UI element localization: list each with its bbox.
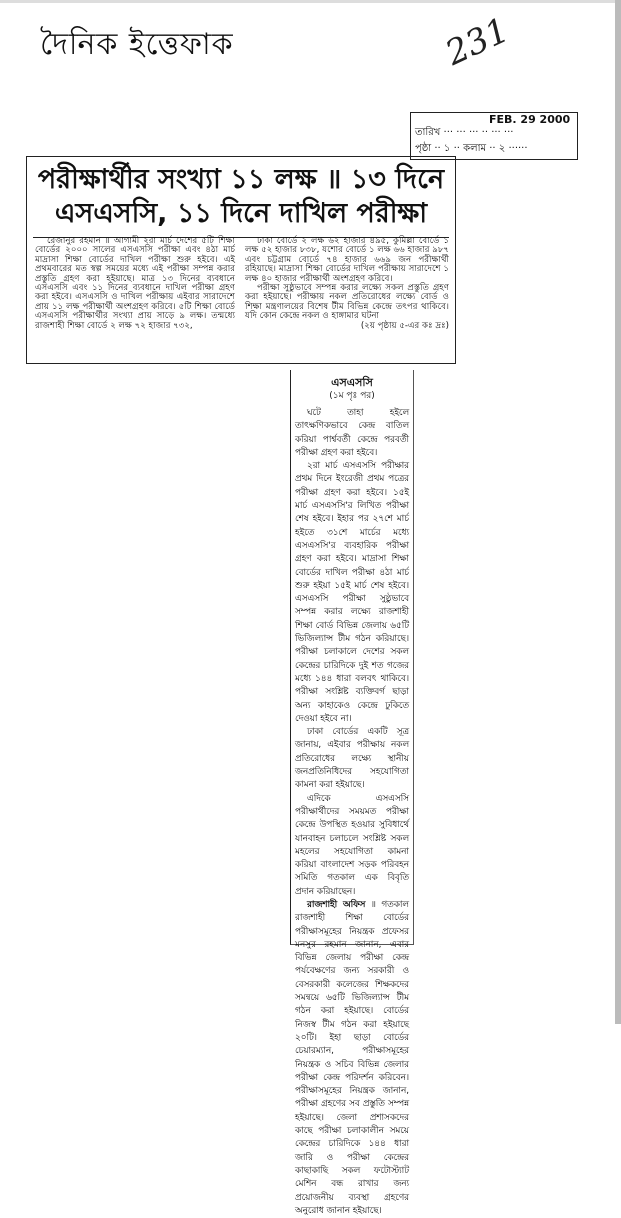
- headline-line-1: পরীক্ষার্থীর সংখ্যা ১১ লক্ষ ॥ ১৩ দিনে: [37, 164, 445, 195]
- article-headline: [33, 163, 449, 238]
- continuation-paragraph: ঢাকা বোর্ডের একটি সূত্র জানায়, এইবার পরীক্ষায় নকল প্রতিরোধের লক্ষ্যে স্থানীয় জনপ্রতিনিধিদের সহযোগিতা কামনা করা হইয়াছে।: [295, 727, 409, 791]
- continuation-paragraph: ঘটে তাহা হইলে তাৎক্ষণিকভাবে কেন্দ্র বাতিল করিয়া পার্শ্ববর্তী কেন্দ্রে পরবর্তী পরীক্ষা গ্রহণ করা হইবে।: [295, 408, 409, 458]
- stamp-page-row: পৃষ্ঠা ·· ১ ·· কলাম ·· ২ ······: [415, 143, 528, 154]
- newspaper-masthead: দৈনিক ইত্তেফাক: [40, 27, 234, 62]
- article-paragraph: ঢাকা বোর্ডে ২ লক্ষ ৬২ হাজার ৪৯৫, কুমিল্লা বোর্ডে ১ লক্ষ ৫২ হাজার ৮৩৮, যশোর বোর্ডে ১ লক্ষ ৬৬ হাজার ৯৮৭ এবং চট্টগ্রাম বোর্ডে ৭৪ হাজার ৬৬৯ জন পরীক্ষার্থী রহিয়াছে। মাদ্রাসা শিক্ষা বোর্ডের দাখিল পরীক্ষায় সারাদেশে ১ লক্ষ ৪০ হাজার পরীক্ষার্থী অংশগ্রহণ করিবে।: [245, 236, 449, 284]
- stamp-column-value: ২: [498, 143, 506, 154]
- stamp-page-value: ১: [443, 143, 451, 154]
- continuation-subtitle: (১ম পৃঃ পর): [329, 391, 375, 401]
- continuation-column: [290, 370, 414, 1216]
- scan-right-edge: [615, 0, 621, 1024]
- headline-line-2: এসএসসি, ১১ দিনে দাখিল পরীক্ষা: [54, 198, 428, 229]
- office-label: রাজশাহী অফিস: [307, 899, 366, 910]
- stamp-date-label: তারিখ: [415, 127, 441, 138]
- article-paragraph: রেজানুর রহমান ॥ আগামী ২রা মার্চ দেশের ৫টি শিক্ষা বোর্ডের ২০০০ সালের এসএসসি পরীক্ষা এবং ৪ঠা মার্চ মাদ্রাসা শিক্ষা বোর্ডের দাখিল পরীক্ষা শুরু হইবে। এই প্রথমবারের মত স্বল্প সময়ের মধ্যে এই পরীক্ষা সম্পন্ন করার প্রস্তুতি গ্রহণ করা হইয়াছে। মাত্র ১৩ দিনের ব্যবধানে এসএসসি এবং ১১ দিনের ব্যবধানে দাখিল পরীক্ষা গ্রহণ করা হইবে। এসএসসি ও দাখিল পরীক্ষায় এইবার সারাদেশে প্রায় ১১ লক্ষ পরীক্ষার্থী অংশগ্রহণ করিবে। ৫টি শিক্ষা বোর্ডে এসএসসি পরীক্ষার্থীর সংখ্যা প্রায় সাড়ে ৯ লক্ষ। তন্মধ্যে রাজশাহী শিক্ষা বোর্ডে ২ লক্ষ ৭২ হাজার ৭৩২,: [35, 236, 235, 331]
- date-stamp: [410, 112, 578, 160]
- continued-reference: (২য় পৃষ্ঠায় ৫-এর কঃ দ্রঃ): [360, 320, 449, 331]
- continuation-paragraph: এদিকে এসএসসি পরীক্ষার্থীদের সময়মত পরীক্ষা কেন্দ্রে উপস্থিত হওয়ার সুবিধার্থে যানবাহন চলাচলে সংশ্লিষ্ট সকল মহলের সহযোগিতা কামনা করিয়া বাংলাদেশ সড়ক পরিবহন সমিতি গতকাল এক বিবৃতি প্রদান করিয়াছেন।: [295, 793, 409, 897]
- continuation-paragraph: ২রা মার্চ এসএসসি পরীক্ষার প্রথম দিনে ইংরেজী প্রথম পত্রের পরীক্ষা গ্রহণ করা হইবে। ১৫ই মার্চ এসএসসি'র লিখিত পরীক্ষা শেষ হইবে। ইহার পর ২৭শে মার্চ হইতে ৩১শে মার্চের মধ্যে এসএসসি'র ব্যবহারিক পরীক্ষা গ্রহণ করা হইবে। মাদ্রাসা শিক্ষা বোর্ডের দাখিল পরীক্ষা ৪ঠা মার্চ শুরু হইয়া ১৫ই মার্চ শেষ হইবে। এসএসসি পরীক্ষা সুষ্ঠুভাবে সম্পন্ন করার লক্ষ্যে রাজশাহী শিক্ষা বোর্ড বিভিন্ন জেলায় ৬৫টি ভিজিল্যান্স টীম গঠন করিয়াছে। পরীক্ষা চলাকালে দেশের সকল কেন্দ্রের চারিদিকে দুই শত গজের মধ্যে ১৪৪ ধারা বলবৎ থাকিবে। পরীক্ষা সংশ্লিষ্ট ব্যক্তিবর্গ ছাড়া অন্য কাহাকেও কেন্দ্রে ঢুকিতে দেওয়া হইবে না।: [295, 461, 409, 724]
- article-right-column: [245, 237, 449, 331]
- article-paragraph: পরীক্ষা সুষ্ঠুভাবে সম্পন্ন করার লক্ষ্যে সকল প্রস্তুতি গ্রহণ করা হইয়াছে। পরীক্ষায় নকল প্রতিরোধের লক্ষ্যে বোর্ড ও শিক্ষা মন্ত্রণালয়ের বিশেষ টীম বিভিন্ন কেন্দ্রে তৎপর থাকিবে। যদি কোন কেন্দ্রে নকল ও হাঙ্গামার ঘটনা: [245, 283, 449, 322]
- continuation-title: এসএসসি: [331, 376, 373, 389]
- handwritten-number: 231: [439, 10, 516, 74]
- stamp-page-label: পৃষ্ঠা: [415, 143, 432, 154]
- stamp-date-row: তারিখ ··· ··· ··· ·· ··· ···: [415, 127, 514, 138]
- article-clipping: [26, 156, 456, 364]
- office-paragraph: ॥ গতকাল রাজশাহী শিক্ষা বোর্ডের পরীক্ষাসমূহের নিয়ন্ত্রক প্রফেসর মনসুর রহমান জানান, এবার বিভিন্ন জেলায় পরীক্ষা কেন্দ্র পর্যবেক্ষণের জন্য সরকারী ও বেসরকারী কলেজের শিক্ষকদের সমন্বয়ে ৬৫টি ভিজিল্যান্স টীম গঠন করা হইয়াছে। বোর্ডের নিজস্ব টীম গঠন করা হইয়াছে ২০টি। ইহা ছাড়া বোর্ডের চেয়ারম্যান, পরীক্ষাসমূহের নিয়ন্ত্রক ও সচিব বিভিন্ন জেলার পরীক্ষা কেন্দ্র পরিদর্শন করিবেন। পরীক্ষাসমূহের নিয়ন্ত্রক জানান, পরীক্ষা গ্রহণের সব প্রস্তুতি সম্পন্ন হইয়াছে। জেলা প্রশাসকদের কাছে পরীক্ষা চলাকালীন সময়ে কেন্দ্রের চারিদিকে ১৪৪ ধারা জারি ও পরীক্ষা কেন্দ্রের কাছাকাছি সকল ফটোস্ট্যাট মেশিন বন্ধ রাখার জন্য প্রয়োজনীয় ব্যবস্থা গ্রহণের অনুরোধ জানান হইয়াছে।: [295, 899, 409, 1216]
- article-left-column: [35, 237, 235, 331]
- stamp-date-value: FEB. 29 2000: [489, 113, 571, 126]
- scan-top-edge: [0, 0, 621, 3]
- continuation-paragraph: [295, 899, 409, 1218]
- stamp-column-label: কলাম: [463, 143, 487, 154]
